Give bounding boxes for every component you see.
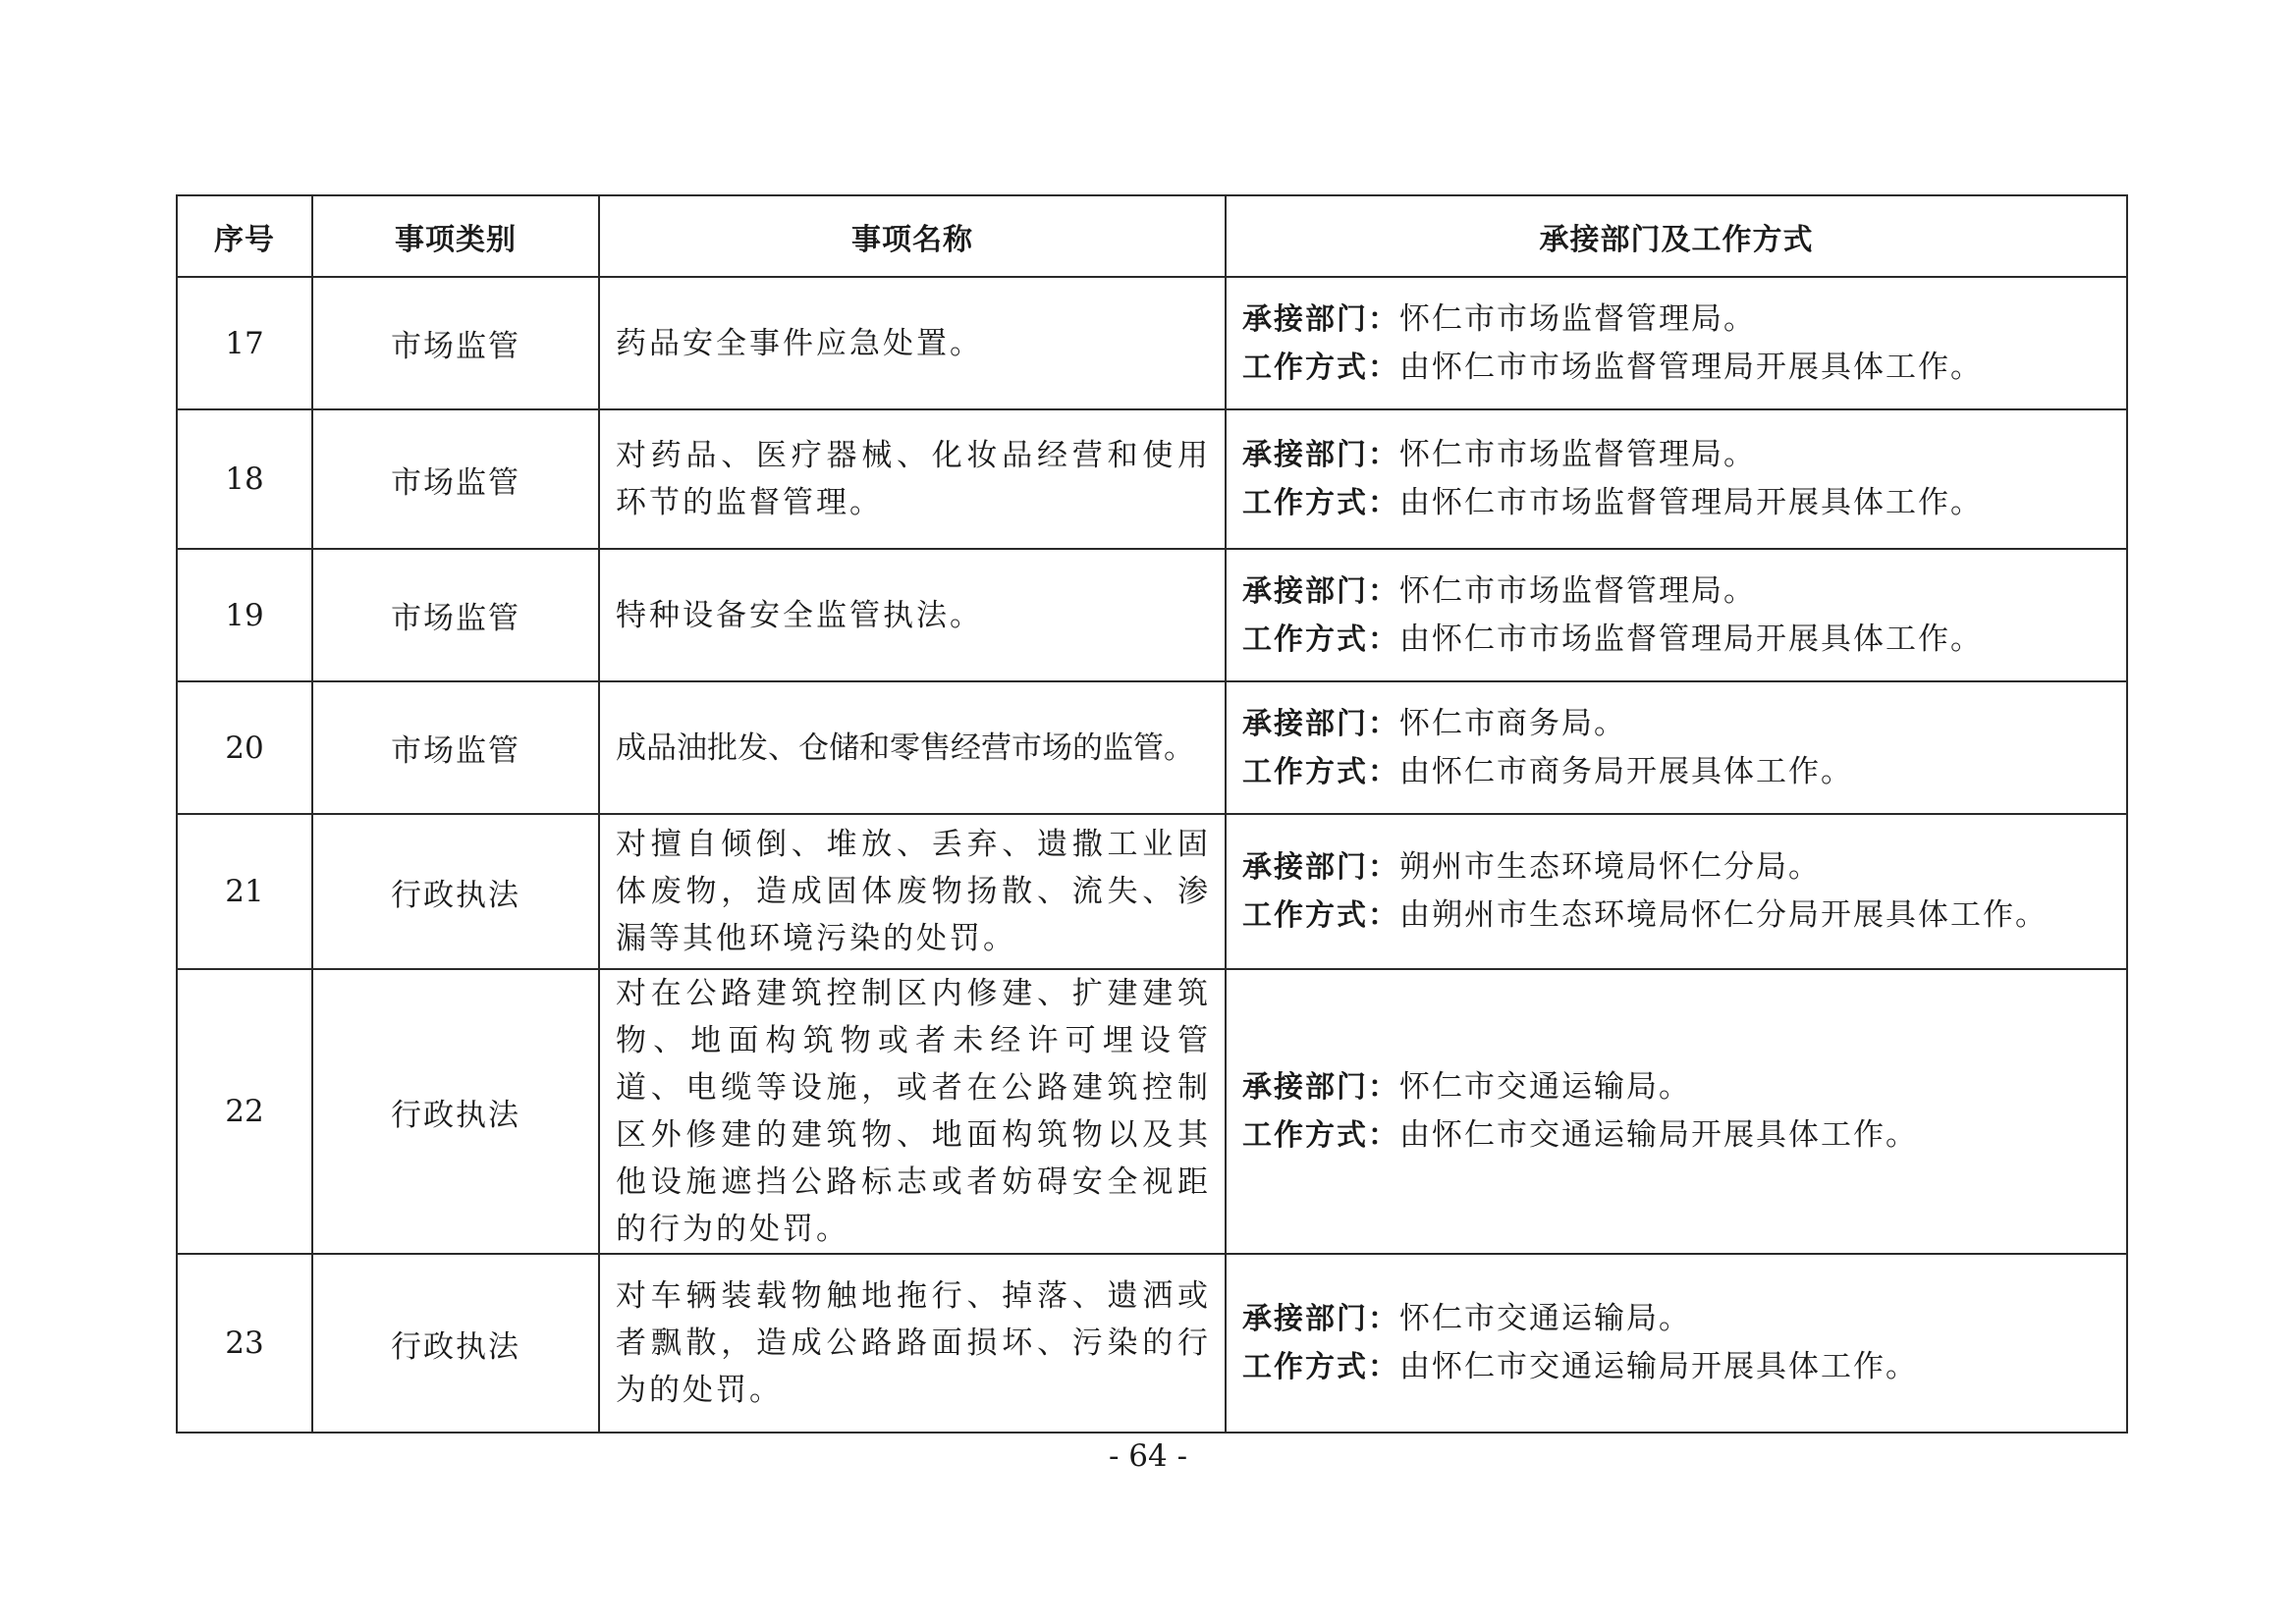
dept-label: 承接部门：: [1242, 850, 1399, 885]
dept-line: [1242, 568, 2112, 616]
method-line: [1242, 616, 2112, 664]
method-label: 工作方式：: [1242, 486, 1399, 520]
row-seq: 19: [177, 549, 312, 681]
table-row: [177, 277, 2127, 409]
row-category: 市场监管: [312, 549, 599, 681]
row-dept-cell: [1226, 681, 2127, 814]
dept-label: 承接部门：: [1242, 1070, 1399, 1105]
method-line: [1242, 892, 2112, 940]
row-seq: 20: [177, 681, 312, 814]
dept-line: [1242, 1295, 2112, 1343]
method-value: 由怀仁市市场监督管理局开展具体工作。: [1399, 485, 1983, 520]
row-seq: 18: [177, 409, 312, 549]
method-line: [1242, 1111, 2112, 1160]
dept-line: [1242, 431, 2112, 479]
dept-label: 承接部门：: [1242, 438, 1399, 472]
method-value: 由怀仁市商务局开展具体工作。: [1399, 753, 1853, 789]
row-seq: 21: [177, 814, 312, 969]
row-category: 行政执法: [312, 814, 599, 969]
row-matter-name: 对药品、医疗器械、化妆品经营和使用环节的监督管理。: [599, 409, 1226, 549]
row-dept-cell: [1226, 409, 2127, 549]
row-matter-name: 对车辆装载物触地拖行、掉落、遗洒或者飘散，造成公路路面损坏、污染的行为的处罚。: [599, 1254, 1226, 1433]
table-row: [177, 681, 2127, 814]
method-line: [1242, 748, 2112, 796]
dept-value: 朔州市生态环境局怀仁分局。: [1399, 849, 1821, 885]
table-row: [177, 409, 2127, 549]
row-dept-cell: [1226, 1254, 2127, 1433]
row-seq: 22: [177, 969, 312, 1254]
matters-table: [176, 194, 2128, 1434]
method-label: 工作方式：: [1242, 754, 1399, 789]
method-value: 由怀仁市交通运输局开展具体工作。: [1399, 1349, 1918, 1384]
row-dept-cell: [1226, 969, 2127, 1254]
row-matter-name: 对擅自倾倒、堆放、丢弃、遗撒工业固体废物，造成固体废物扬散、流失、渗漏等其他环境污染的处罚。: [599, 814, 1226, 969]
row-category: 行政执法: [312, 969, 599, 1254]
table-row: [177, 814, 2127, 969]
row-category: 市场监管: [312, 681, 599, 814]
header-dept: 承接部门及工作方式: [1226, 195, 2127, 277]
dept-value: 怀仁市市场监督管理局。: [1399, 437, 1756, 472]
row-category: 市场监管: [312, 409, 599, 549]
method-label: 工作方式：: [1242, 622, 1399, 657]
dept-label: 承接部门：: [1242, 1302, 1399, 1336]
dept-value: 怀仁市交通运输局。: [1399, 1301, 1691, 1336]
dept-line: [1242, 1063, 2112, 1111]
method-value: 由怀仁市市场监督管理局开展具体工作。: [1399, 621, 1983, 657]
dept-line: [1242, 296, 2112, 344]
method-line: [1242, 479, 2112, 527]
row-seq: 23: [177, 1254, 312, 1433]
dept-label: 承接部门：: [1242, 573, 1399, 609]
header-seq: 序号: [177, 195, 312, 277]
row-matter-name: 成品油批发、仓储和零售经营市场的监管。: [599, 681, 1226, 814]
row-seq: 17: [177, 277, 312, 409]
method-label: 工作方式：: [1242, 350, 1399, 385]
row-category: 行政执法: [312, 1254, 599, 1433]
table-row: [177, 1254, 2127, 1433]
method-value: 由朔州市生态环境局怀仁分局开展具体工作。: [1399, 897, 2048, 933]
row-matter-name: 特种设备安全监管执法。: [599, 549, 1226, 681]
table-header-row: [177, 195, 2127, 277]
dept-label: 承接部门：: [1242, 301, 1399, 337]
row-matter-name: 对在公路建筑控制区内修建、扩建建筑物、地面构筑物或者未经许可埋设管道、电缆等设施，或者在公路建筑控制区外修建的建筑物、地面构筑物以及其他设施遮挡公路标志或者妨碍安全视距的行为的处罚。: [599, 969, 1226, 1254]
dept-value: 怀仁市市场监督管理局。: [1399, 300, 1756, 337]
method-line: [1242, 1343, 2112, 1391]
row-dept-cell: [1226, 549, 2127, 681]
row-matter-name: 药品安全事件应急处置。: [599, 277, 1226, 409]
dept-value: 怀仁市市场监督管理局。: [1399, 572, 1756, 609]
method-label: 工作方式：: [1242, 1118, 1399, 1153]
dept-line: [1242, 843, 2112, 892]
dept-label: 承接部门：: [1242, 706, 1399, 741]
page-number: - 64 -: [1108, 1438, 1188, 1474]
row-dept-cell: [1226, 277, 2127, 409]
dept-line: [1242, 700, 2112, 748]
row-category: 市场监管: [312, 277, 599, 409]
method-value: 由怀仁市交通运输局开展具体工作。: [1399, 1117, 1918, 1153]
dept-value: 怀仁市交通运输局。: [1399, 1069, 1691, 1105]
method-value: 由怀仁市市场监督管理局开展具体工作。: [1399, 349, 1983, 385]
header-name: 事项名称: [599, 195, 1226, 277]
table-row: [177, 969, 2127, 1254]
method-label: 工作方式：: [1242, 1350, 1399, 1384]
table-row: [177, 549, 2127, 681]
row-dept-cell: [1226, 814, 2127, 969]
dept-value: 怀仁市商务局。: [1399, 705, 1626, 741]
method-line: [1242, 344, 2112, 392]
method-label: 工作方式：: [1242, 898, 1399, 933]
header-category: 事项类别: [312, 195, 599, 277]
